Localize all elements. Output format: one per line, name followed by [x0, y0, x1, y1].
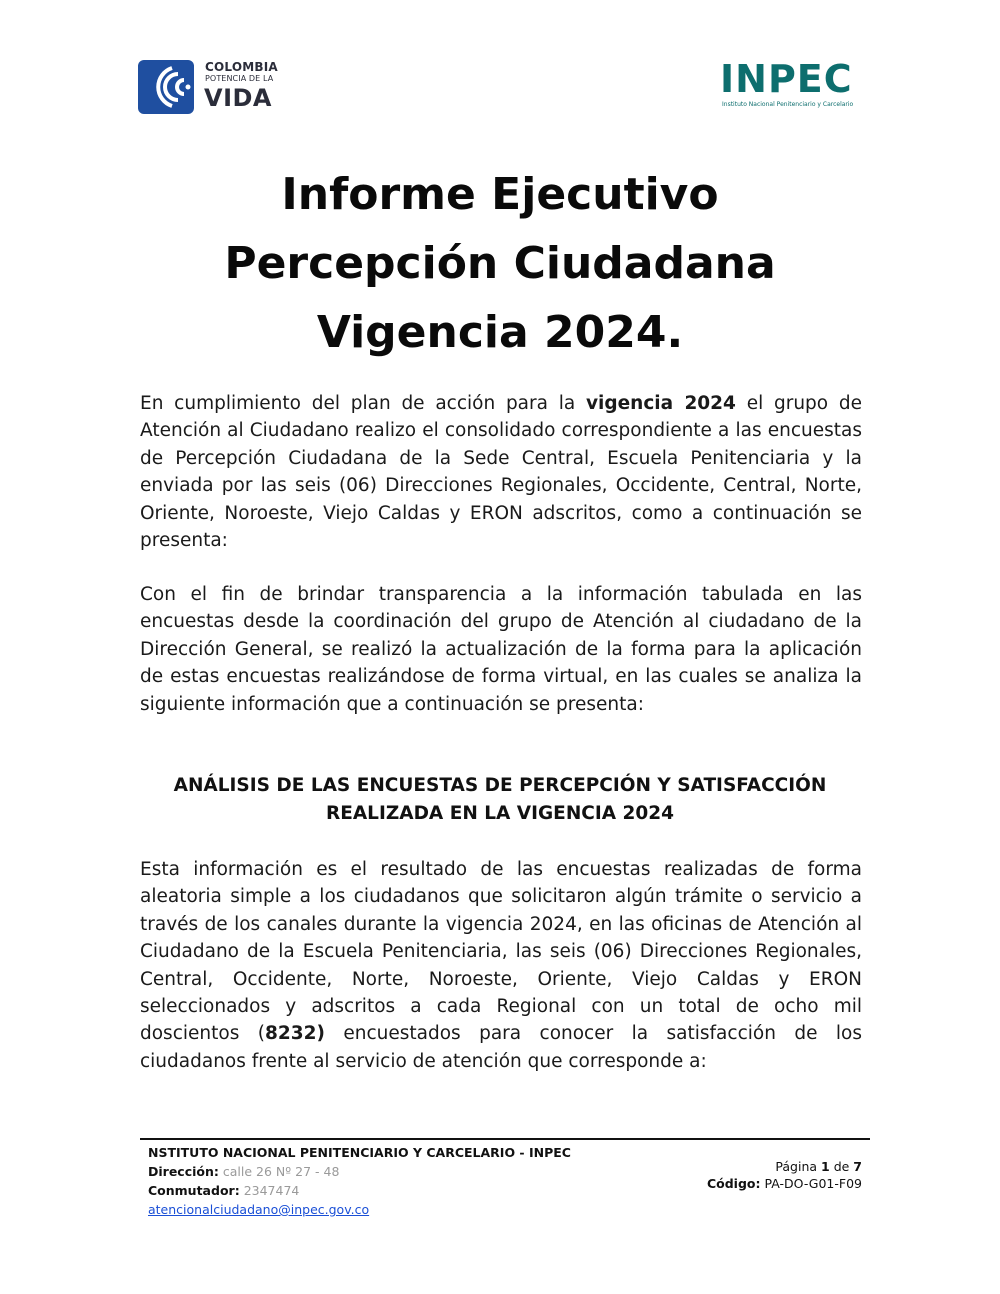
results-paragraph	[140, 856, 862, 1075]
heading-line-1: ANÁLISIS DE LAS ENCUESTAS DE PERCEPCIÓN Y SATISFACCIÓN	[173, 775, 827, 796]
heading-line-2: REALIZADA EN LA VIGENCIA 2024	[325, 803, 675, 824]
page-current: 1	[821, 1159, 830, 1174]
phone-value: 2347474	[243, 1183, 300, 1198]
code-label: Código:	[706, 1176, 761, 1191]
footer-org-name: NSTITUTO NACIONAL PENITENCIARIO Y CARCELARIO - INPEC	[148, 1145, 571, 1160]
logo-text-vida: VIDA	[204, 84, 272, 112]
inpec-logo	[720, 56, 885, 112]
intro-bold-vigencia: vigencia 2024	[585, 393, 736, 414]
footer-divider	[140, 1138, 870, 1140]
page-number	[707, 1158, 862, 1175]
title-line-1: Informe Ejecutivo	[281, 169, 719, 220]
intro-text-start: En cumplimiento del plan de acción para la	[140, 393, 586, 414]
inpec-logo-subtitle: Instituto Nacional Penitenciario y Carcelario	[722, 101, 854, 108]
inpec-logo-name: INPEC	[720, 57, 853, 101]
colombia-potencia-de-la-vida-logo	[138, 58, 298, 116]
phone-label: Conmutador:	[148, 1183, 240, 1198]
address-label: Dirección:	[148, 1164, 219, 1179]
footer-email-link[interactable]: atencionalciudadano@inpec.gov.co	[148, 1202, 370, 1217]
intro-text-end: el grupo de Atención al Ciudadano realizo el consolidado correspondiente a las encuestas de Percepción Ciudadana de la Sede Central, Escuela Penitenciaria y la enviada por las seis (06) Direcciones Regionales, Occidente, Central, Norte, Oriente, Noroeste, Viejo Caldas y ERON adscritos, como a continuación se presenta:	[140, 393, 862, 552]
footer-page-info	[707, 1158, 862, 1192]
page-prefix: Página	[775, 1159, 822, 1174]
intro-paragraph	[140, 390, 862, 554]
page-total: 7	[853, 1159, 862, 1174]
logo-text-potencia: POTENCIA DE LA	[205, 74, 274, 83]
footer-phone	[148, 1181, 571, 1200]
logo-text-colombia: COLOMBIA	[205, 60, 278, 74]
document-code	[707, 1175, 862, 1192]
results-text-start: Esta información es el resultado de las encuestas realizadas de forma aleatoria simple a los ciudadanos que solicitaron algún trámite o servicio a través de los canales durante la vigencia 2024, en las oficinas de Atención al Ciudadano de la Escuela Penitenciaria, las seis (06) Direcciones Regionales, Central, Occidente, Norte, Noroeste, Oriente, Viejo Caldas y ERON seleccionados y adscritos a cada Regional con un total de ocho mil doscientos (	[140, 859, 862, 1045]
document-title	[100, 160, 900, 367]
code-value: PA-DO-G01-F09	[764, 1176, 862, 1191]
colombia-logo-mark-icon	[138, 60, 194, 114]
footer-contact	[148, 1143, 571, 1219]
footer-address	[148, 1162, 571, 1181]
address-value: calle 26 Nº 27 - 48	[222, 1164, 340, 1179]
transparency-paragraph: Con el fin de brindar transparencia a la información tabulada en las encuestas desde la coordinación del grupo de Atención al ciudadano de la Dirección General, se realizó la actualización de la forma para la aplicación de estas encuestas realizándose de forma virtual, en las cuales se analiza la siguiente información que a continuación se presenta:	[140, 584, 862, 715]
title-line-2: Percepción Ciudadana	[224, 238, 776, 289]
title-line-3: Vigencia 2024.	[316, 307, 684, 358]
analysis-section-heading	[130, 772, 870, 828]
page-mid: de	[829, 1159, 854, 1174]
results-bold-count: 8232)	[264, 1023, 325, 1045]
results-text-end: encuestados para conocer la satisfacción de los ciudadanos frente al servicio de atención que corresponde a:	[140, 1023, 862, 1072]
